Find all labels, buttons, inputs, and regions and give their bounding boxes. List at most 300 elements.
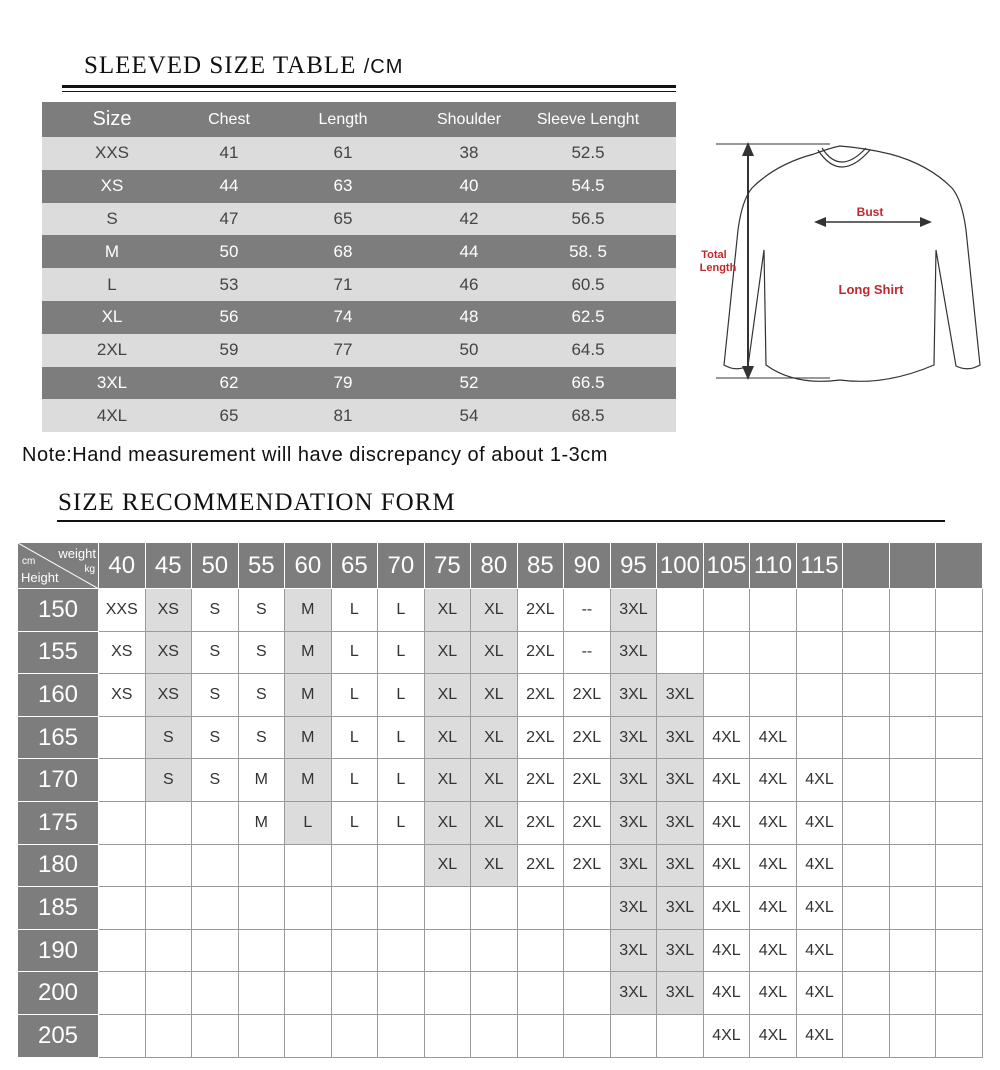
shirt-outline-icon — [724, 146, 980, 381]
size-table-cell: 46 — [459, 274, 479, 294]
size-cell: XL — [424, 801, 471, 844]
size-cell — [378, 929, 425, 972]
size-cell — [889, 972, 936, 1015]
corner-height-label: Height — [21, 570, 59, 585]
size-cell: 3XL — [610, 844, 657, 887]
size-cell — [889, 887, 936, 930]
weight-header-cell: 85 — [517, 543, 564, 589]
size-cell — [424, 929, 471, 972]
size-cell — [843, 716, 890, 759]
size-cell: 4XL — [703, 801, 750, 844]
size-cell: 4XL — [703, 759, 750, 802]
size-cell — [564, 972, 611, 1015]
size-cell — [424, 887, 471, 930]
size-table-cell: 48 — [459, 307, 479, 327]
weight-header-cell: 60 — [285, 543, 332, 589]
size-cell — [610, 1014, 657, 1057]
weight-header-cell: 45 — [145, 543, 192, 589]
size-cell: S — [192, 631, 239, 674]
weight-header-cell: 55 — [238, 543, 285, 589]
size-cell — [238, 972, 285, 1015]
size-cell: 4XL — [750, 929, 797, 972]
size-table-cell: 56 — [219, 307, 239, 327]
size-cell: L — [331, 674, 378, 717]
size-cell — [936, 801, 983, 844]
size-cell: L — [331, 801, 378, 844]
size-table-title-rule — [62, 85, 676, 88]
size-cell — [331, 844, 378, 887]
height-header-cell: 160 — [18, 674, 99, 717]
size-cell — [796, 674, 843, 717]
height-header-cell: 205 — [18, 1014, 99, 1057]
size-cell: XL — [424, 631, 471, 674]
size-table-cell: 60.5 — [571, 274, 605, 294]
size-cell: 3XL — [610, 674, 657, 717]
size-cell — [796, 589, 843, 632]
size-cell: S — [192, 589, 239, 632]
size-table-cell: 53 — [219, 274, 239, 294]
size-cell: XL — [424, 589, 471, 632]
corner-kg-label: kg — [84, 564, 95, 575]
size-table-cell: 62 — [219, 372, 239, 392]
size-cell — [936, 844, 983, 887]
size-cell: XL — [471, 801, 518, 844]
size-cell: M — [285, 631, 332, 674]
height-header-cell: 155 — [18, 631, 99, 674]
height-row — [18, 972, 983, 1015]
size-cell — [99, 844, 146, 887]
size-table-row — [42, 268, 676, 301]
size-table-cell: 64.5 — [571, 340, 605, 360]
size-cell: XS — [99, 674, 146, 717]
size-cell — [564, 887, 611, 930]
size-cell: 3XL — [657, 716, 704, 759]
size-table-cell: XS — [100, 176, 124, 196]
size-cell: 3XL — [657, 972, 704, 1015]
size-cell: 3XL — [610, 589, 657, 632]
size-cell: 2XL — [517, 801, 564, 844]
size-cell — [843, 887, 890, 930]
size-cell: L — [331, 759, 378, 802]
size-cell: XL — [471, 674, 518, 717]
size-cell: 2XL — [564, 844, 611, 887]
size-cell — [843, 972, 890, 1015]
height-header-cell: 170 — [18, 759, 99, 802]
size-cell — [750, 674, 797, 717]
size-cell: XL — [424, 844, 471, 887]
size-cell: XS — [99, 631, 146, 674]
size-cell — [192, 801, 239, 844]
size-cell — [936, 759, 983, 802]
size-table-cell: 79 — [333, 372, 353, 392]
size-table-cell: 54.5 — [571, 176, 605, 196]
size-cell: 3XL — [610, 929, 657, 972]
size-table-cell: 68.5 — [571, 405, 605, 425]
size-cell — [843, 631, 890, 674]
height-row — [18, 801, 983, 844]
size-cell: M — [285, 759, 332, 802]
size-cell: S — [192, 674, 239, 717]
size-cell — [936, 929, 983, 972]
size-cell: 2XL — [517, 631, 564, 674]
size-cell: 4XL — [703, 887, 750, 930]
long-shirt-label: Long Shirt — [838, 282, 904, 297]
size-cell — [936, 1014, 983, 1057]
size-cell — [471, 1014, 518, 1057]
size-cell: M — [285, 674, 332, 717]
size-cell: L — [331, 716, 378, 759]
size-table-cell: XL — [101, 307, 123, 327]
size-table-cell: 59 — [219, 340, 239, 360]
size-table-cell: 65 — [333, 208, 353, 228]
weight-header-cell: 110 — [750, 543, 797, 589]
size-table-row — [42, 301, 676, 334]
size-table-title-rule-thin — [62, 91, 676, 92]
size-table-header-size: Size — [92, 108, 132, 130]
size-cell: 3XL — [657, 801, 704, 844]
size-table-row — [42, 399, 676, 432]
size-cell — [378, 887, 425, 930]
size-cell: 3XL — [657, 674, 704, 717]
size-cell: 4XL — [703, 972, 750, 1015]
size-cell: 4XL — [750, 887, 797, 930]
size-table-cell: 4XL — [96, 405, 128, 425]
size-cell — [936, 972, 983, 1015]
size-cell — [703, 674, 750, 717]
size-cell — [889, 844, 936, 887]
size-cell: XXS — [99, 589, 146, 632]
corner-cm-label: cm — [22, 556, 36, 567]
weight-header-cell: 80 — [471, 543, 518, 589]
size-table-header-row — [42, 102, 676, 137]
size-cell: 2XL — [564, 674, 611, 717]
size-cell: 4XL — [750, 972, 797, 1015]
size-table-row — [42, 367, 676, 400]
size-cell — [424, 972, 471, 1015]
size-cell: 4XL — [703, 929, 750, 972]
size-table-cell: 56.5 — [571, 208, 605, 228]
size-recommendation-grid — [17, 542, 983, 1058]
height-row — [18, 1014, 983, 1057]
size-table-cell: 40 — [459, 176, 479, 196]
height-row — [18, 589, 983, 632]
size-cell: L — [285, 801, 332, 844]
size-cell — [471, 929, 518, 972]
size-cell — [99, 887, 146, 930]
size-table-cell: 50 — [219, 241, 239, 261]
size-cell: XL — [471, 631, 518, 674]
size-cell — [331, 1014, 378, 1057]
height-row — [18, 674, 983, 717]
measurement-note: Note:Hand measurement will have discrepancy of about 1-3cm — [22, 444, 608, 466]
size-cell: S — [192, 759, 239, 802]
size-cell — [99, 929, 146, 972]
size-cell — [843, 589, 890, 632]
size-table-header-length: Length — [318, 110, 368, 128]
size-cell: L — [378, 631, 425, 674]
size-table-cell: 71 — [333, 274, 353, 294]
size-cell: 2XL — [564, 759, 611, 802]
height-row — [18, 887, 983, 930]
size-cell: XS — [145, 589, 192, 632]
size-cell — [99, 716, 146, 759]
size-table-cell: 2XL — [96, 340, 128, 360]
size-cell — [703, 589, 750, 632]
bust-label: Bust — [856, 205, 884, 219]
size-cell — [843, 674, 890, 717]
size-cell: 4XL — [750, 1014, 797, 1057]
height-header-cell: 180 — [18, 844, 99, 887]
size-table-row — [42, 334, 676, 367]
weight-header-cell — [843, 543, 890, 589]
size-table-row — [42, 170, 676, 203]
size-cell — [889, 716, 936, 759]
size-cell — [889, 759, 936, 802]
size-cell: 3XL — [610, 716, 657, 759]
size-cell — [145, 887, 192, 930]
bust-arrow-left-icon — [814, 217, 826, 227]
total-length-label-bottom: Length — [699, 262, 737, 274]
corner-weight-label: weight — [58, 546, 96, 561]
size-cell: L — [378, 759, 425, 802]
height-header-cell: 190 — [18, 929, 99, 972]
size-cell: 4XL — [750, 759, 797, 802]
grid-corner — [18, 543, 99, 589]
size-cell: 3XL — [657, 887, 704, 930]
size-table-header-chest: Chest — [208, 110, 250, 128]
size-cell: 4XL — [796, 887, 843, 930]
size-cell — [99, 1014, 146, 1057]
size-table-row — [42, 203, 676, 236]
weight-header-cell: 40 — [99, 543, 146, 589]
total-length-label-top: Total — [701, 249, 727, 261]
size-cell — [796, 631, 843, 674]
size-table-cell: M — [104, 241, 120, 261]
size-cell — [843, 844, 890, 887]
size-cell — [145, 929, 192, 972]
size-cell — [936, 716, 983, 759]
size-cell — [471, 972, 518, 1015]
size-cell — [99, 759, 146, 802]
size-cell: 4XL — [703, 844, 750, 887]
size-table-row — [42, 235, 676, 268]
size-cell: L — [378, 716, 425, 759]
recommendation-title: SIZE RECOMMENDATION FORM — [58, 489, 456, 516]
weight-header-cell: 50 — [192, 543, 239, 589]
size-cell — [192, 929, 239, 972]
size-cell — [936, 589, 983, 632]
size-cell — [936, 887, 983, 930]
size-cell — [889, 801, 936, 844]
height-row — [18, 716, 983, 759]
size-cell — [145, 844, 192, 887]
size-cell: 2XL — [517, 844, 564, 887]
size-cell: 3XL — [657, 844, 704, 887]
height-header-cell: 175 — [18, 801, 99, 844]
size-cell: S — [145, 716, 192, 759]
size-cell: XL — [471, 716, 518, 759]
size-table-cell: 58. 5 — [569, 241, 607, 261]
size-table-cell: XXS — [94, 143, 130, 163]
size-cell: M — [285, 716, 332, 759]
size-cell: 4XL — [796, 972, 843, 1015]
size-cell: 4XL — [796, 1014, 843, 1057]
weight-header-cell: 100 — [657, 543, 704, 589]
size-cell: 3XL — [610, 887, 657, 930]
size-cell — [657, 1014, 704, 1057]
size-cell — [843, 929, 890, 972]
size-table-body — [42, 137, 676, 432]
size-cell: M — [285, 589, 332, 632]
size-cell: XS — [145, 674, 192, 717]
size-cell — [796, 716, 843, 759]
size-cell: XL — [471, 589, 518, 632]
weight-header-cell — [889, 543, 936, 589]
size-table-cell: 47 — [219, 208, 239, 228]
size-cell: 3XL — [657, 759, 704, 802]
size-cell: S — [238, 589, 285, 632]
size-cell — [331, 887, 378, 930]
size-cell: 2XL — [517, 674, 564, 717]
size-table — [42, 102, 676, 432]
size-table-cell: 61 — [333, 143, 353, 163]
size-cell — [378, 972, 425, 1015]
height-header-cell: 150 — [18, 589, 99, 632]
size-cell — [843, 801, 890, 844]
size-cell: 2XL — [517, 716, 564, 759]
size-cell — [238, 844, 285, 887]
size-table-title — [84, 52, 403, 80]
size-table-unit: /CM — [363, 56, 404, 78]
size-cell — [378, 844, 425, 887]
size-cell: 4XL — [796, 929, 843, 972]
size-cell — [889, 631, 936, 674]
size-cell — [145, 1014, 192, 1057]
bust-arrow-right-icon — [920, 217, 932, 227]
size-cell: S — [145, 759, 192, 802]
size-cell — [192, 1014, 239, 1057]
size-cell: S — [238, 631, 285, 674]
size-cell — [238, 929, 285, 972]
size-cell — [192, 887, 239, 930]
size-cell — [517, 929, 564, 972]
height-row — [18, 631, 983, 674]
size-cell — [192, 844, 239, 887]
size-cell — [99, 972, 146, 1015]
size-cell: S — [238, 716, 285, 759]
size-table-cell: 42 — [459, 208, 479, 228]
size-table-header-shoulder: Shoulder — [436, 110, 502, 128]
weight-header-cell: 75 — [424, 543, 471, 589]
size-cell — [285, 887, 332, 930]
size-cell: M — [238, 759, 285, 802]
size-cell: 2XL — [564, 716, 611, 759]
size-cell: 4XL — [703, 1014, 750, 1057]
size-cell: 4XL — [750, 844, 797, 887]
size-cell: XL — [471, 844, 518, 887]
height-header-cell: 165 — [18, 716, 99, 759]
size-table-cell: 81 — [333, 405, 353, 425]
size-cell: L — [378, 589, 425, 632]
size-cell: XL — [424, 674, 471, 717]
size-cell: -- — [564, 589, 611, 632]
size-table-row — [42, 137, 676, 170]
size-cell: 4XL — [750, 716, 797, 759]
size-table-cell: 3XL — [96, 372, 128, 392]
size-table-cell: 66.5 — [571, 372, 605, 392]
weight-header-cell: 115 — [796, 543, 843, 589]
size-table-cell: 52.5 — [571, 143, 605, 163]
size-cell — [517, 887, 564, 930]
size-table-cell: 65 — [219, 405, 239, 425]
size-cell — [703, 631, 750, 674]
size-cell — [517, 1014, 564, 1057]
size-cell: XL — [424, 759, 471, 802]
recommendation-title-rule — [57, 520, 945, 522]
size-cell — [657, 589, 704, 632]
size-table-cell: 77 — [333, 340, 353, 360]
weight-header-cell: 65 — [331, 543, 378, 589]
size-table-header-sleeve: Sleeve Lenght — [536, 110, 640, 128]
size-table-cell: 68 — [333, 241, 353, 261]
size-cell — [750, 589, 797, 632]
size-cell: L — [378, 674, 425, 717]
size-cell — [285, 972, 332, 1015]
size-cell: 4XL — [750, 801, 797, 844]
size-cell — [424, 1014, 471, 1057]
size-cell: S — [192, 716, 239, 759]
size-cell — [843, 759, 890, 802]
size-cell: 4XL — [796, 844, 843, 887]
height-header-cell: 185 — [18, 887, 99, 930]
height-row — [18, 929, 983, 972]
size-cell — [517, 972, 564, 1015]
size-cell: 2XL — [517, 759, 564, 802]
size-cell: 3XL — [610, 801, 657, 844]
size-cell: 3XL — [657, 929, 704, 972]
size-table-cell: 52 — [459, 372, 479, 392]
height-row — [18, 844, 983, 887]
size-cell: 2XL — [564, 801, 611, 844]
weight-header-cell: 95 — [610, 543, 657, 589]
size-cell — [750, 631, 797, 674]
size-cell: 3XL — [610, 759, 657, 802]
size-cell — [192, 972, 239, 1015]
size-cell — [889, 1014, 936, 1057]
size-cell — [843, 1014, 890, 1057]
size-cell — [564, 1014, 611, 1057]
size-cell — [889, 929, 936, 972]
size-cell — [471, 887, 518, 930]
size-cell — [285, 844, 332, 887]
weight-header-cell: 105 — [703, 543, 750, 589]
size-cell — [936, 674, 983, 717]
size-cell — [238, 887, 285, 930]
size-table-cell: 44 — [219, 176, 239, 196]
size-cell: XS — [145, 631, 192, 674]
height-header-cell: 200 — [18, 972, 99, 1015]
size-cell — [99, 801, 146, 844]
shirt-diagram — [690, 130, 990, 390]
size-table-cell: 54 — [459, 405, 479, 425]
size-cell — [657, 631, 704, 674]
size-cell: 4XL — [796, 801, 843, 844]
size-cell: -- — [564, 631, 611, 674]
size-cell: L — [331, 631, 378, 674]
size-cell — [238, 1014, 285, 1057]
size-cell — [564, 929, 611, 972]
weight-header-row — [18, 543, 983, 589]
